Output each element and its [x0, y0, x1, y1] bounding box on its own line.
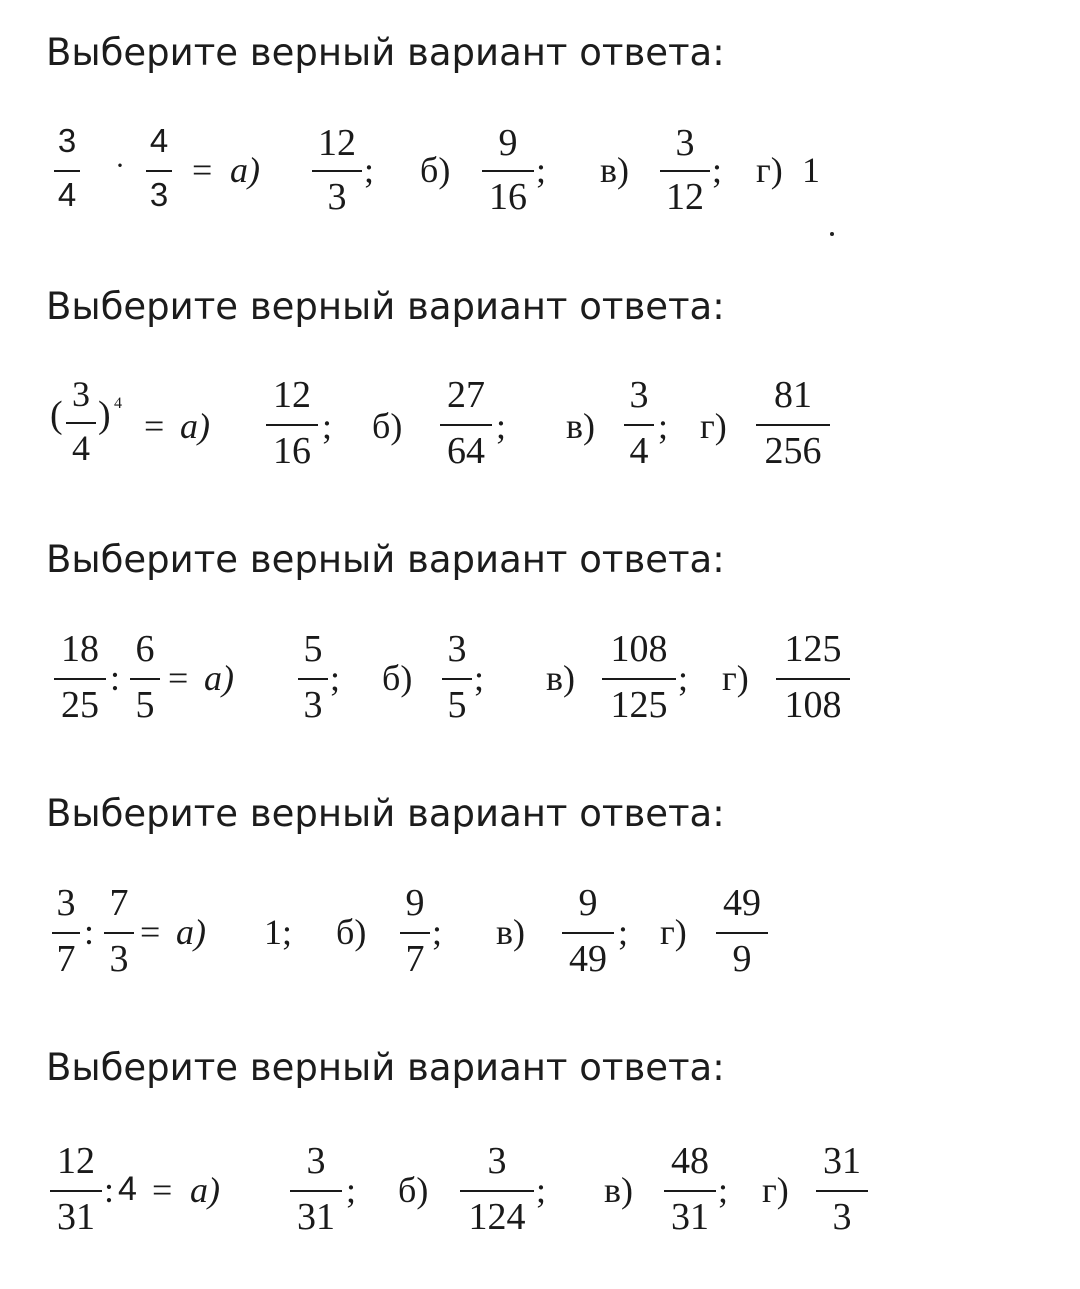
option-v-label: в): [600, 150, 629, 190]
option-v-fraction: 108 125: [602, 630, 676, 720]
option-a-value: 1: [264, 912, 282, 952]
option-g-fraction: 81 256: [756, 376, 830, 466]
option-a-label: а): [180, 406, 210, 446]
option-a-fraction: 12 16: [266, 376, 318, 466]
option-v-fraction: 3 12: [660, 124, 710, 214]
option-a-label: а): [204, 658, 234, 698]
option-g-fraction: 125 108: [776, 630, 850, 720]
option-a-fraction: 3 31: [290, 1142, 342, 1232]
option-b-fraction: 27 64: [440, 376, 492, 466]
task-5-divisor: 4: [118, 1170, 137, 1208]
option-v-label: в): [546, 658, 575, 698]
option-v-label: в): [566, 406, 595, 446]
multiply-sign: ·: [115, 149, 125, 182]
task-3-prompt: Выберите верный вариант ответа:: [46, 538, 725, 581]
option-a-fraction: 5 3: [298, 630, 328, 720]
option-b-fraction: 3 5: [442, 630, 472, 720]
option-b-label: б): [420, 150, 451, 190]
task-2-expression: ( 3 4 ) 4 = а) 12 16 ; б) 27 64 ; в) 3 4 ; г) 81 256: [0, 372, 1080, 502]
task-1-prompt: Выберите верный вариант ответа:: [46, 31, 725, 74]
option-v-label: в): [496, 912, 525, 952]
task-1-right-fraction: 4 3: [146, 124, 172, 214]
option-b-label: б): [372, 406, 403, 446]
option-v-label: в): [604, 1170, 633, 1210]
option-b-fraction: 9 7: [400, 884, 430, 974]
option-b-label: б): [336, 912, 367, 952]
option-g-label: г): [722, 658, 749, 698]
option-a-label: а): [176, 912, 206, 952]
stray-dot: [830, 232, 834, 236]
option-g-label: г): [762, 1170, 789, 1210]
option-a-label: а): [230, 150, 260, 190]
task-1-left-fraction: 3 4: [54, 124, 80, 214]
task-3-expression: 18 25 : 6 5 = а) 5 3 ; б) 3 5 ; в) 108 125 ; г) 125 108: [0, 626, 1080, 756]
task-2-prompt: Выберите верный вариант ответа:: [46, 285, 725, 328]
option-g-fraction: 31 3: [816, 1142, 868, 1232]
task-2-base-fraction: 3 4: [66, 376, 96, 466]
task-3-left-fraction: 18 25: [54, 630, 106, 720]
task-5-left-fraction: 12 31: [50, 1142, 102, 1232]
task-5-expression: 12 31 : 4 = а) 3 31 ; б) 3 124 ; в) 48 31 ; г) 31 3: [0, 1138, 1080, 1268]
option-g-fraction: 49 9: [716, 884, 768, 974]
option-g-label: г): [700, 406, 727, 446]
option-b-fraction: 3 124: [460, 1142, 534, 1232]
option-a-label: а): [190, 1170, 220, 1210]
option-b-fraction: 9 16: [482, 124, 534, 214]
task-4-right-fraction: 7 3: [104, 884, 134, 974]
task-5-prompt: Выберите верный вариант ответа:: [46, 1046, 725, 1089]
exponent: 4: [114, 395, 122, 412]
task-3-right-fraction: 6 5: [130, 630, 160, 720]
option-v-fraction: 48 31: [664, 1142, 716, 1232]
option-v-fraction: 3 4: [624, 376, 654, 466]
option-v-fraction: 9 49: [562, 884, 614, 974]
task-4-prompt: Выберите верный вариант ответа:: [46, 792, 725, 835]
option-g-label: г): [756, 150, 783, 190]
option-b-label: б): [398, 1170, 429, 1210]
task-1-expression: 3 4 · 4 3 = а) 12 3 ; б) 9 16 ; в) 3 12 ; г) 1: [0, 118, 1080, 248]
task-4-left-fraction: 3 7: [52, 884, 80, 974]
option-g-value: 1: [802, 150, 820, 190]
option-a-fraction: 12 3: [312, 124, 362, 214]
option-g-label: г): [660, 912, 687, 952]
option-b-label: б): [382, 658, 413, 698]
task-4-expression: 3 7 : 7 3 = а) 1 ; б) 9 7 ; в) 9 49 ; г) 49 9: [0, 880, 1080, 1010]
